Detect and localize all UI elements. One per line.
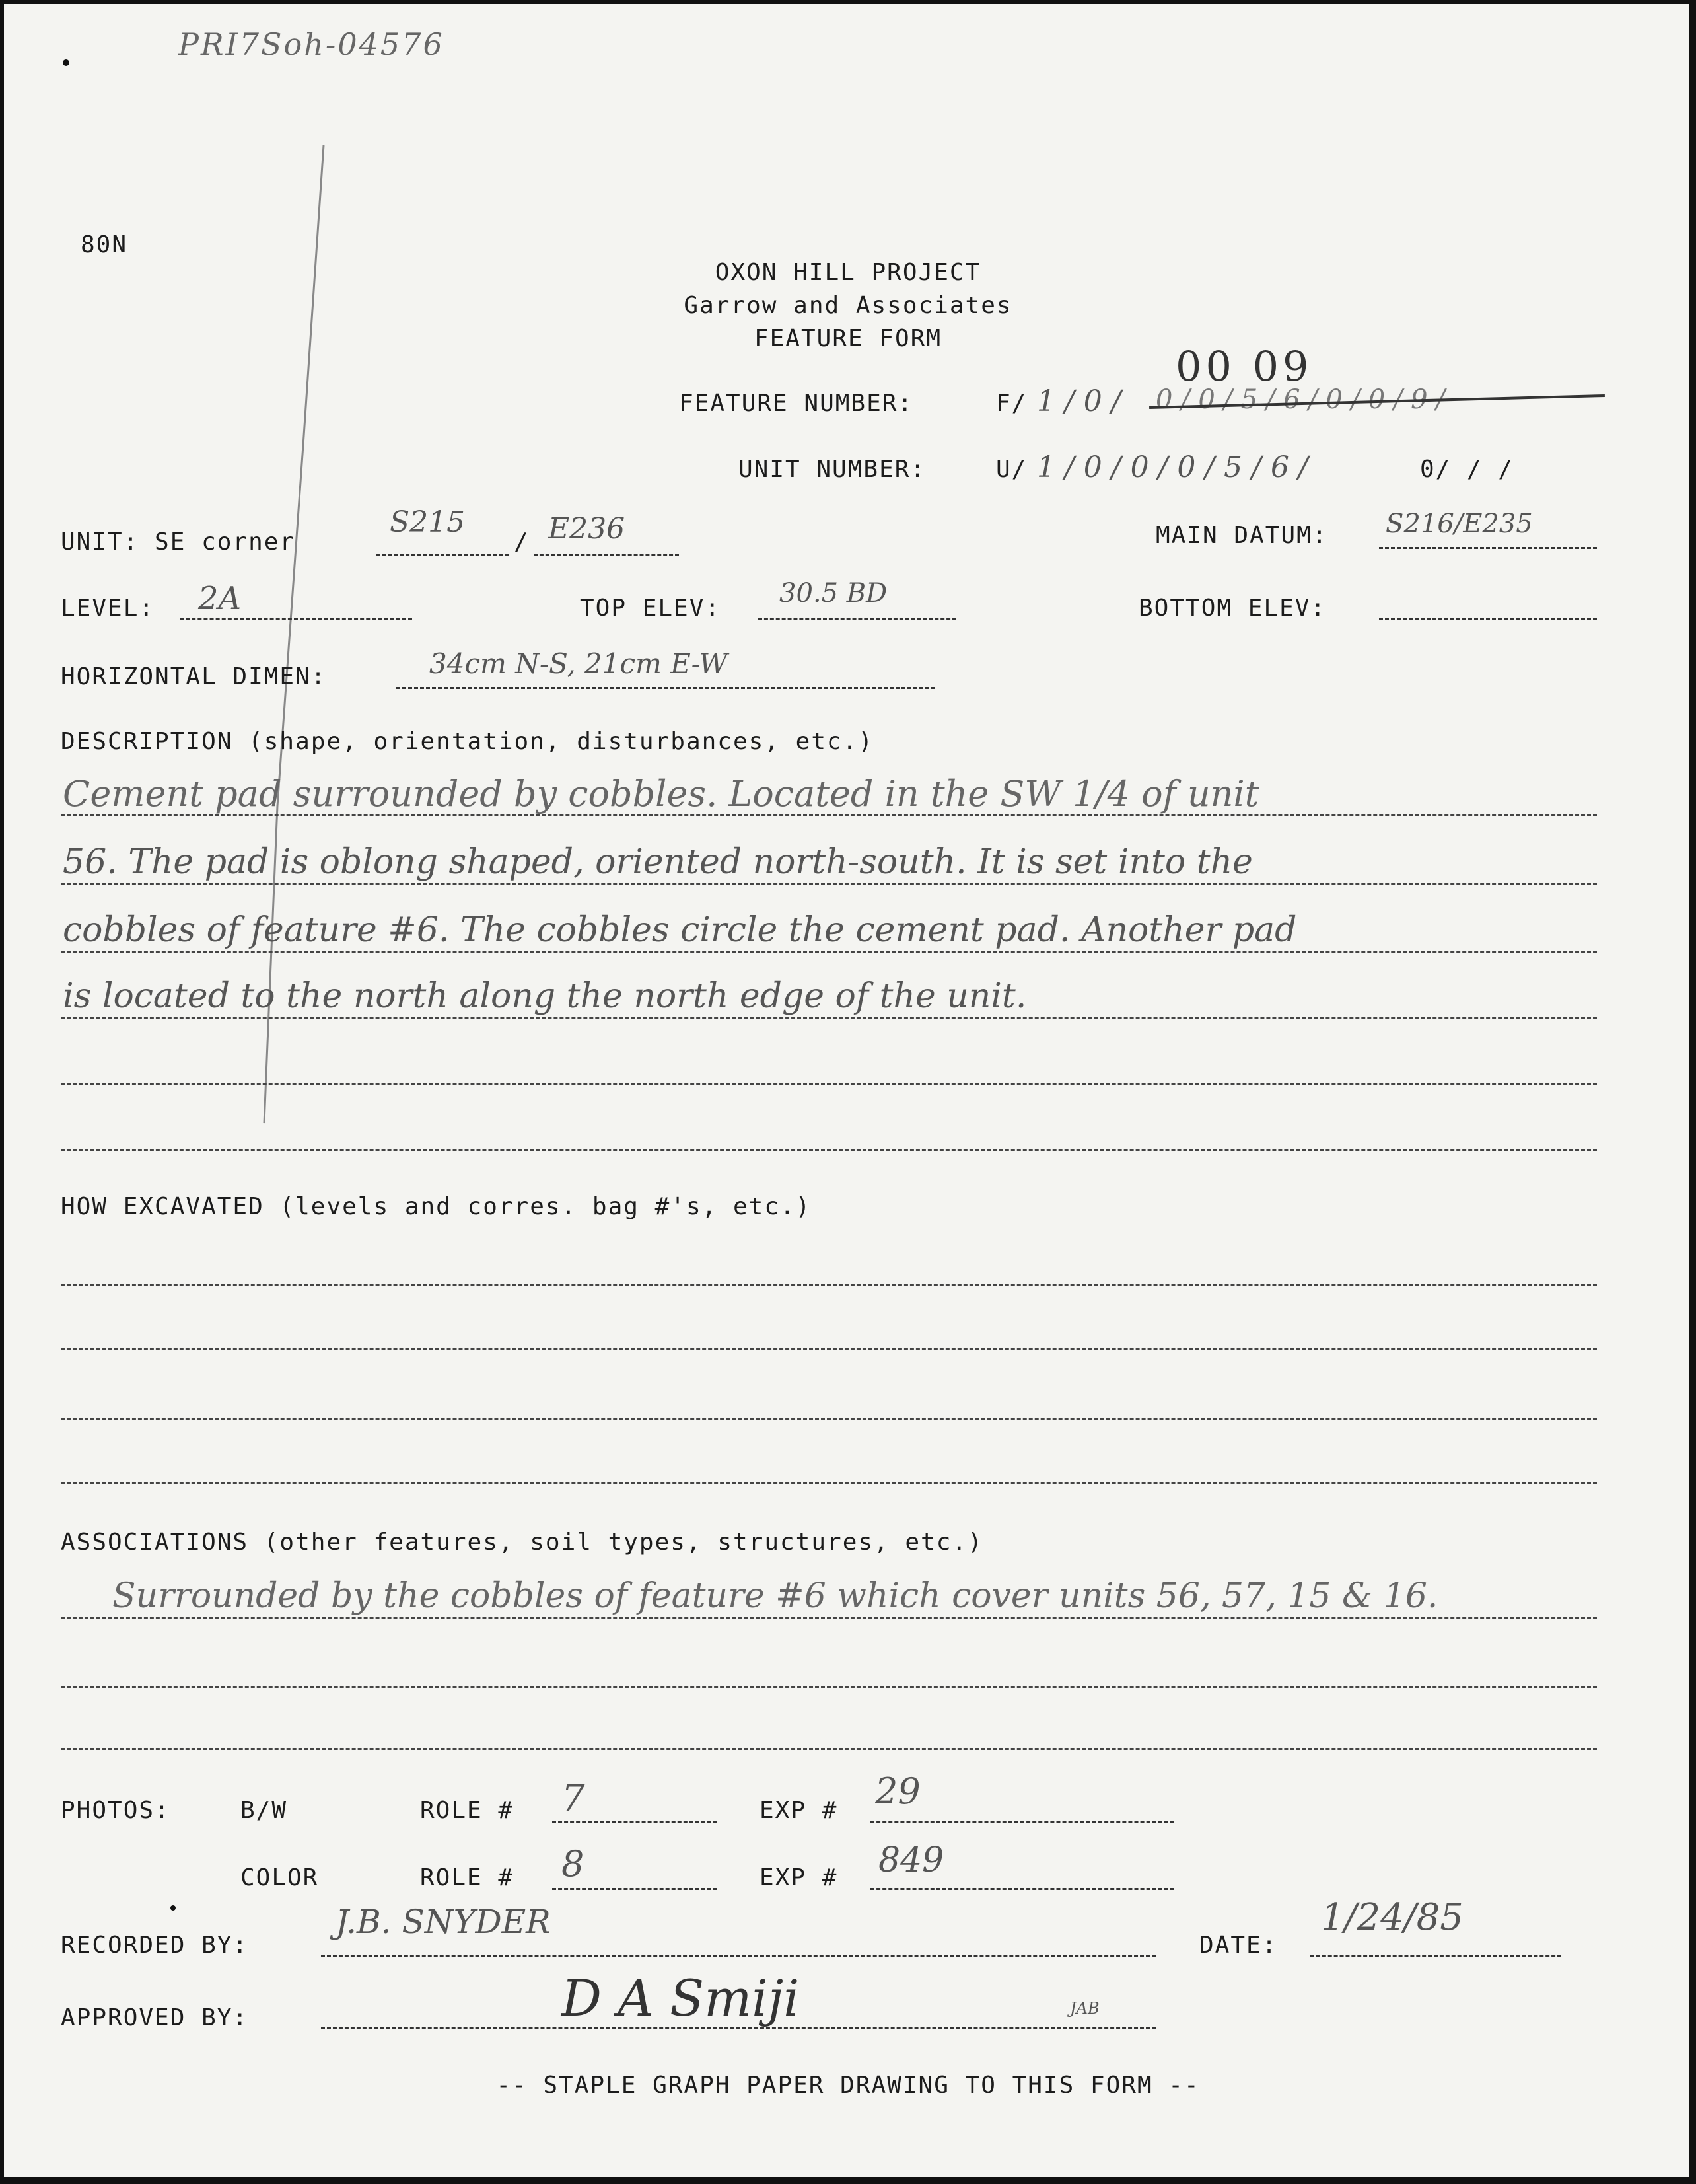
horizontal-dimen-blank	[396, 687, 935, 689]
photos-color-exp-value: 849	[878, 1840, 944, 1880]
corner-dot	[63, 59, 69, 66]
photos-label: PHOTOS:	[61, 1797, 170, 1824]
level-value: 2A	[198, 580, 242, 617]
margin-dot	[170, 1905, 176, 1911]
photos-color-role-blank	[552, 1888, 717, 1890]
approved-by-initials: JAB	[1070, 1999, 1100, 2018]
description-text-line: cobbles of feature #6. The cobbles circle the cement pad. Another pad	[63, 910, 1297, 950]
unit-number-label: UNIT NUMBER:	[738, 456, 927, 483]
approved-by-label: APPROVED BY:	[61, 2004, 249, 2031]
photos-color-label: COLOR	[240, 1864, 319, 1891]
date-label: DATE:	[1199, 1932, 1278, 1959]
unit-number-suffix: 0/ / /	[1420, 456, 1514, 483]
horizontal-dimen-label: HORIZONTAL DIMEN:	[61, 663, 327, 690]
photos-bw-role-label: ROLE #	[420, 1797, 514, 1824]
photos-bw-label: B/W	[240, 1797, 288, 1824]
photos-color-exp-blank	[870, 1888, 1174, 1890]
main-datum-blank	[1379, 547, 1597, 549]
associations-line	[61, 1748, 1597, 1750]
description-line	[61, 1083, 1597, 1085]
description-line	[61, 951, 1597, 953]
bottom-elev-label: BOTTOM ELEV:	[1139, 595, 1327, 622]
tracking-number: PRI7Soh-04576	[178, 26, 444, 62]
recorded-by-value: J.B. SNYDER	[336, 1903, 551, 1941]
associations-line	[61, 1686, 1597, 1688]
photos-bw-role-value: 7	[561, 1777, 585, 1820]
project-title: OXON HILL PROJECT	[715, 259, 981, 286]
level-blank	[180, 618, 412, 620]
how-excavated-line	[61, 1284, 1597, 1286]
feature-number-prefix: F/	[996, 390, 1028, 417]
unit-north-blank	[376, 554, 509, 556]
feature-number-handwritten: 1 / 0 /	[1037, 384, 1121, 418]
description-text-line: is located to the north along the north edge of the unit.	[63, 976, 1027, 1016]
photos-color-exp-label: EXP #	[760, 1864, 838, 1891]
description-line	[61, 1149, 1597, 1151]
description-line	[61, 883, 1597, 885]
photos-bw-exp-label: EXP #	[760, 1797, 838, 1824]
how-excavated-line	[61, 1418, 1597, 1420]
how-excavated-label: HOW EXCAVATED (levels and corres. bag #'s, etc.)	[61, 1193, 812, 1220]
photos-color-role-label: ROLE #	[420, 1864, 514, 1891]
main-datum-value: S216/E235	[1386, 509, 1533, 539]
associations-text-line: Surrounded by the cobbles of feature #6 which cover units 56, 57, 15 & 16.	[112, 1576, 1438, 1616]
description-text-line: Cement pad surrounded by cobbles. Located in the SW 1/4 of unit	[63, 773, 1259, 815]
description-text-line: 56. The pad is oblong shaped, oriented north-south. It is set into the	[63, 842, 1253, 882]
photos-bw-role-blank	[552, 1821, 717, 1823]
description-line	[61, 1017, 1597, 1019]
unit-east-blank	[534, 554, 679, 556]
bottom-elev-blank	[1379, 618, 1597, 620]
unit-number-handwritten: 1 / 0 / 0 / 0 / 5 / 6 /	[1037, 451, 1308, 484]
feature-number-label: FEATURE NUMBER:	[679, 390, 914, 417]
footer-instruction: -- STAPLE GRAPH PAPER DRAWING TO THIS FORM --	[496, 2072, 1200, 2099]
associations-label: ASSOCIATIONS (other features, soil types, structures, etc.)	[61, 1529, 983, 1556]
level-label: LEVEL:	[61, 595, 155, 622]
unit-number-prefix: U/	[996, 456, 1028, 483]
recorded-by-label: RECORDED BY:	[61, 1932, 249, 1959]
unit-separator: /	[514, 528, 530, 556]
top-elev-value: 30.5 BD	[779, 578, 888, 608]
photos-color-role-value: 8	[561, 1843, 584, 1885]
associations-line	[61, 1617, 1597, 1619]
date-value: 1/24/85	[1321, 1896, 1464, 1939]
photos-bw-exp-value: 29	[875, 1770, 921, 1812]
how-excavated-line	[61, 1348, 1597, 1350]
corner-mark: 80N	[81, 231, 128, 258]
how-excavated-line	[61, 1482, 1597, 1484]
approved-by-signature: D A Smiji	[561, 1969, 800, 2027]
form-name: FEATURE FORM	[754, 325, 942, 352]
description-label: DESCRIPTION (shape, orientation, disturbances, etc.)	[61, 728, 874, 755]
feature-number-correction: 00 09	[1176, 342, 1313, 390]
top-elev-label: TOP ELEV:	[580, 595, 721, 622]
recorded-by-blank	[321, 1955, 1156, 1957]
top-elev-blank	[758, 618, 956, 620]
company-name: Garrow and Associates	[684, 292, 1012, 319]
horizontal-dimen-value: 34cm N-S, 21cm E-W	[429, 647, 728, 680]
unit-east-value: E236	[548, 512, 625, 546]
unit-label: UNIT: SE corner	[61, 528, 296, 556]
date-blank	[1310, 1955, 1561, 1957]
main-datum-label: MAIN DATUM:	[1156, 522, 1328, 549]
unit-north-value: S215	[390, 505, 466, 539]
feature-number-struck: 0 / 0 / 5 / 6 / 0 / 0 / 9 /	[1156, 384, 1445, 415]
photos-bw-exp-blank	[870, 1821, 1174, 1823]
